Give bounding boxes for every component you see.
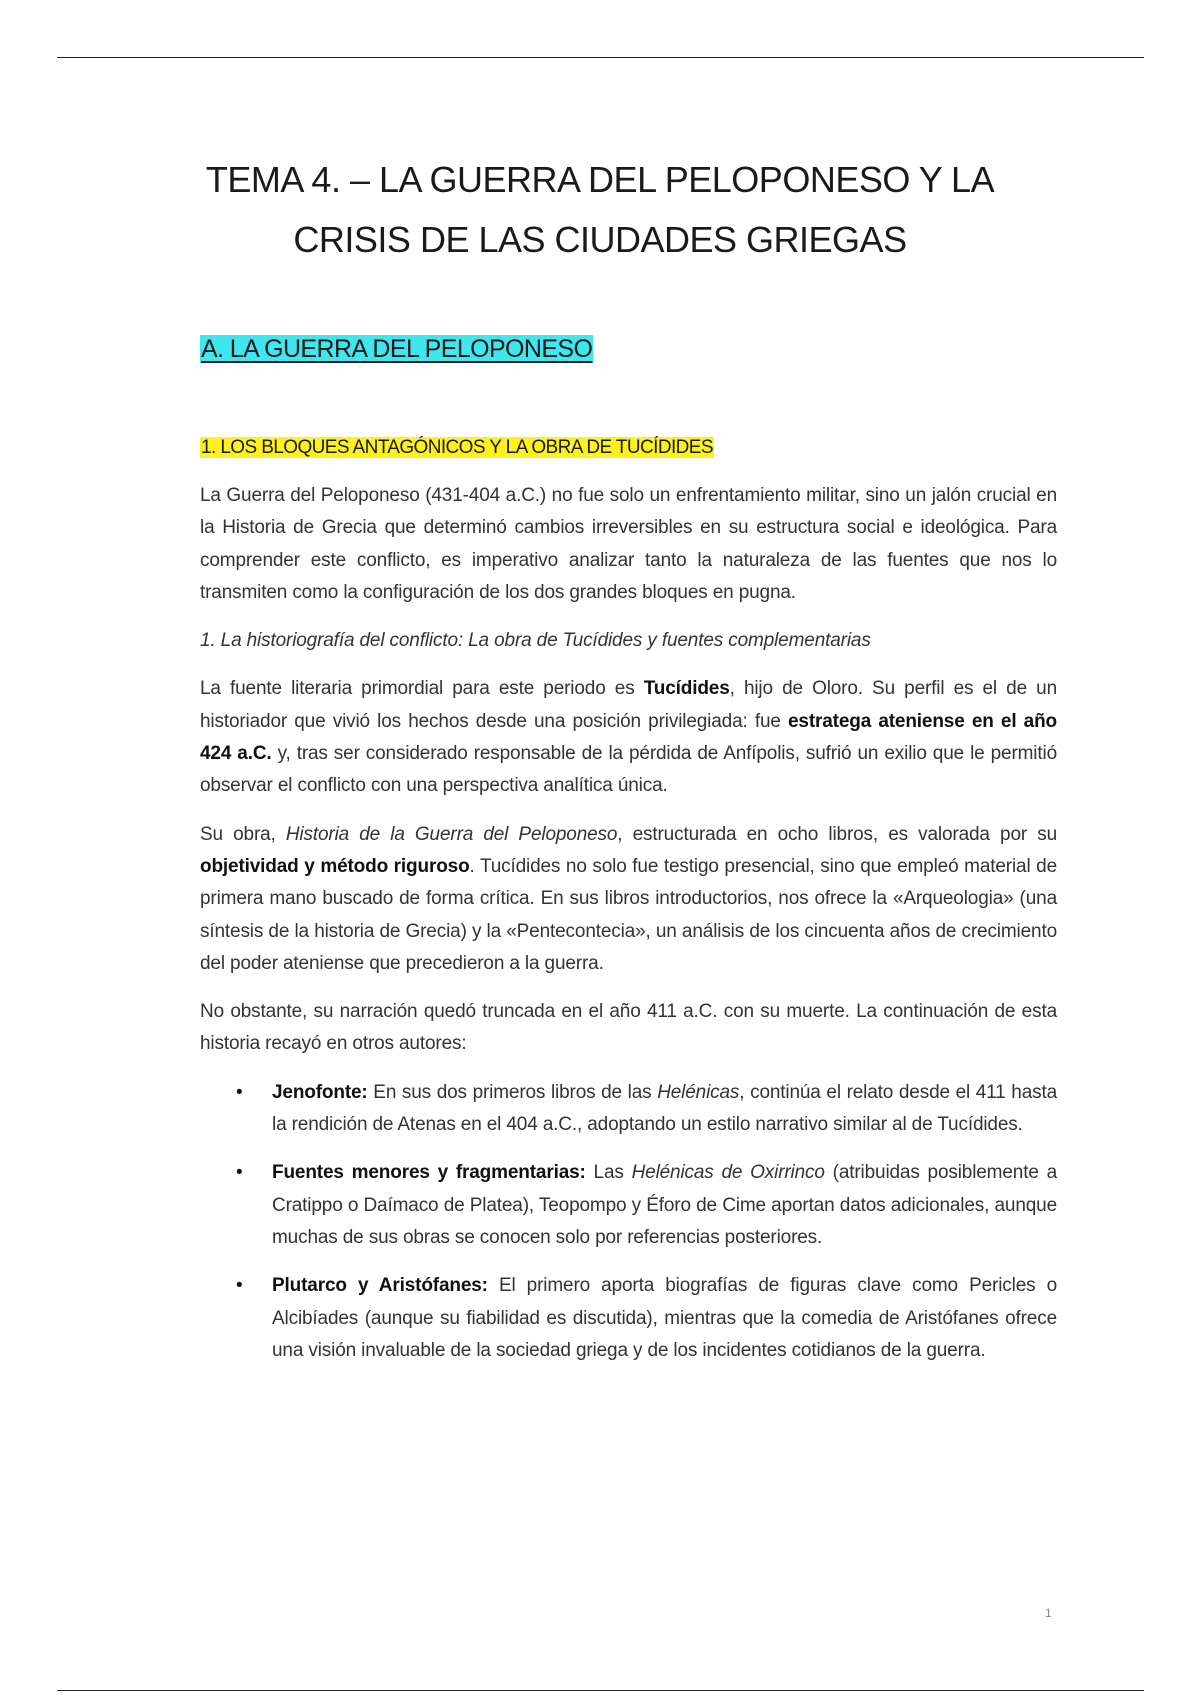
- title-line-1: TEMA 4. – LA GUERRA DEL PELOPONESO Y LA: [205, 159, 995, 200]
- p3-bold-1: objetividad y método riguroso: [200, 855, 470, 877]
- page-number: 1: [1045, 1606, 1052, 1620]
- subsection-heading: [200, 434, 714, 462]
- p3-text-3: . Tucídides no solo fue testigo presencial, sino que empleó material de primera mano buscado de forma crítica. En sus libros introductorios, nos ofrece la «Arqueologia» (una síntesis de la historia de Grecia) y la «Pentecontecia», un análisis de los cincuenta años de crecimiento del poder ateniense que precedieron a la guerra.: [200, 855, 1057, 974]
- paragraph-tucidides: [200, 673, 1057, 802]
- page-title: [160, 150, 1040, 270]
- list-item-italic: Helénicas: [657, 1081, 740, 1103]
- p2-text-2: , hijo de Oloro. Su perfil es el de un historiador que vivió los hechos desde una posición privilegiada: fue: [200, 678, 1057, 732]
- p2-text-3: y, tras ser considerado responsable de la pérdida de Anfípolis, sufrió un exilio que le permitió observar el conflicto con una perspectiva analítica única.: [200, 743, 1057, 797]
- bottom-rule: [57, 1690, 1144, 1691]
- intro-paragraph: La Guerra del Peloponeso (431-404 a.C.) no fue solo un enfrentamiento militar, sino un jalón crucial en la Historia de Grecia que determinó cambios irreversibles en su estructura social e ideológica. Para comprender este conflicto, es imperativo analizar tanto la naturaleza de las fuentes que nos lo transmiten como la configuración de los dos grandes bloques en pugna.: [200, 485, 1057, 603]
- list-item-jenofonte: [236, 1077, 1058, 1142]
- list-item-plutarco: [236, 1270, 1057, 1367]
- title-line-2: CRISIS DE LAS CIUDADES GRIEGAS: [293, 219, 907, 260]
- bullet-marker: •: [236, 1081, 243, 1103]
- section-heading: [200, 332, 593, 366]
- list-item-fuentes-menores: [236, 1157, 1057, 1254]
- bullet-marker: •: [236, 1162, 243, 1184]
- list-item-italic: Helénicas de Oxirrinco: [631, 1162, 825, 1184]
- list-item-label: Plutarco y Aristófanes:: [272, 1275, 488, 1297]
- p2-bold-1: Tucídides: [643, 678, 730, 700]
- list-item-text-2: , continúa el relato desde el 411 hasta la rendición de Atenas en el 404 a.C., adoptando un estilo narrativo similar al de Tucídides.: [272, 1081, 1058, 1136]
- section-heading-text: A. LA GUERRA DEL PELOPONESO: [201, 335, 593, 363]
- list-item-text-2: (atribuidas posiblemente a Cratippo o Daímaco de Platea), Teopompo y Éforo de Cime aportan datos adicionales, aunque muchas de sus obras se conocen solo por referencias posteriores.: [272, 1162, 1057, 1248]
- sources-list: [200, 1077, 1057, 1367]
- p3-text-1: Su obra,: [200, 823, 286, 845]
- paragraph-obra: [200, 819, 1057, 980]
- italic-subheading: 1. La historiografía del conflicto: La obra de Tucídides y fuentes complementarias: [200, 630, 871, 652]
- list-item-label: Jenofonte:: [272, 1081, 368, 1103]
- list-item-text-1: Las: [585, 1162, 632, 1184]
- p2-bold-2: estratega ateniense en el año 424 a.C.: [200, 710, 1057, 765]
- subsection-heading-text: 1. LOS BLOQUES ANTAGÓNICOS Y LA OBRA DE TUCÍDIDES: [201, 437, 713, 458]
- p3-italic-1: Historia de la Guerra del Peloponeso: [285, 823, 618, 845]
- top-rule: [57, 57, 1144, 58]
- p2-text-1: La fuente literaria primordial para este periodo es: [200, 678, 644, 700]
- bullet-marker: •: [236, 1275, 243, 1297]
- paragraph-continuacion: No obstante, su narración quedó truncada en el año 411 a.C. con su muerte. La continuación de esta historia recayó en otros autores:: [200, 1001, 1057, 1055]
- body-text: [200, 480, 1057, 1383]
- p3-text-2: , estructurada en ocho libros, es valorada por su: [617, 823, 1057, 845]
- list-item-label: Fuentes menores y fragmentarias:: [272, 1162, 586, 1184]
- list-item-text-1: En sus dos primeros libros de las: [367, 1081, 658, 1103]
- list-item-text-1: El primero aporta biografías de figuras clave como Pericles o Alcibíades (aunque su fiabilidad es discutida), mientras que la comedia de Aristófanes ofrece una visión invaluable de la sociedad griega y de los incidentes cotidianos de la guerra.: [272, 1275, 1057, 1361]
